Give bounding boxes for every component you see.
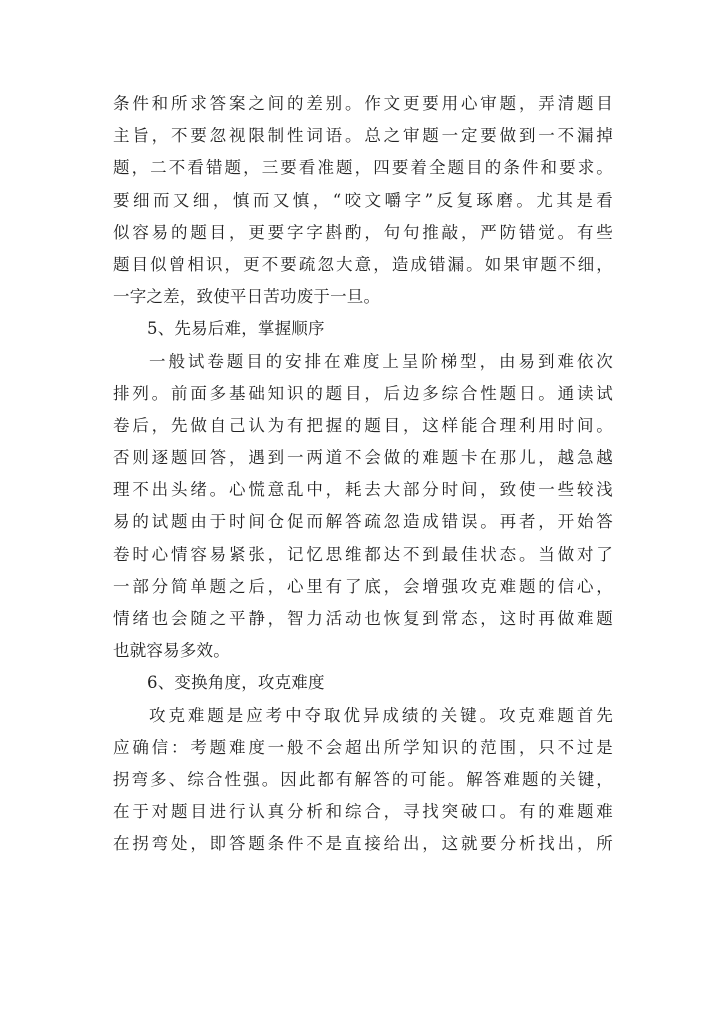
text-line: 拐弯多、综合性强。因此都有解答的可能。解答难题的关键， [113,769,613,789]
text-line: 卷后，先做自己认为有把握的题目，这样能合理利用时间。 [113,415,613,435]
text-line: 一部分简单题之后，心里有了底，会增强攻克难题的信心， [113,576,613,596]
text-line: 在于对题目进行认真分析和综合，寻找突破口。有的难题难 [113,802,613,822]
text-line: 题，二不看错题，三要看准题，四要着全题目的条件和要求。 [113,158,613,178]
body-text [113,88,613,861]
text-line: 题目似曾相识，更不要疏忽大意，造成错漏。如果审题不细， [113,254,613,274]
text-line: 条件和所求答案之间的差别。作文更要用心审题，弄清题目 [113,94,613,113]
paragraph-first-line: 攻克难题是应考中夺取优异成绩的关键。攻克难题首先 [149,705,613,725]
text-line: 易的试题由于时间仓促而解答疏忽造成错误。再者，开始答 [113,512,613,532]
text-line: 否则逐题回答，遇到一两道不会做的难题卡在那儿，越急越 [113,448,613,468]
section-heading: 5、先易后难，掌握顺序 [147,319,325,339]
text-line: 理不出头绪。心慌意乱中，耗去大部分时间，致使一些较浅 [113,480,613,500]
text-line: 也就容易多效。 [113,641,230,661]
text-line: 一字之差，致使平日苦功废于一旦。 [113,287,381,307]
text-line: 应确信：考题难度一般不会超出所学知识的范围，只不过是 [113,737,613,757]
section-heading: 6、变换角度，攻克难度 [147,673,325,693]
text-line: 主旨，不要忽视限制性词语。总之审题一定要做到一不漏掉 [113,126,613,146]
paragraph-first-line: 一般试卷题目的安排在难度上呈阶梯型，由易到难依次 [149,351,613,371]
text-line: 卷时心情容易紧张，记忆思维都达不到最佳状态。当做对了 [113,544,613,564]
text-line: 似容易的题目，更要字字斟酌，句句推敲，严防错觉。有些 [113,222,613,242]
text-line: 要细而又细，慎而又慎，“咬文嚼字”反复琢磨。尤其是看 [113,190,613,210]
text-line: 排列。前面多基础知识的题目，后边多综合性题日。通读试 [113,383,613,403]
text-line: 情绪也会随之平静，智力活动也恢复到常态，这时再做难题 [113,609,613,628]
text-line: 在拐弯处，即答题条件不是直接给出，这就要分析找出，所 [113,834,613,854]
